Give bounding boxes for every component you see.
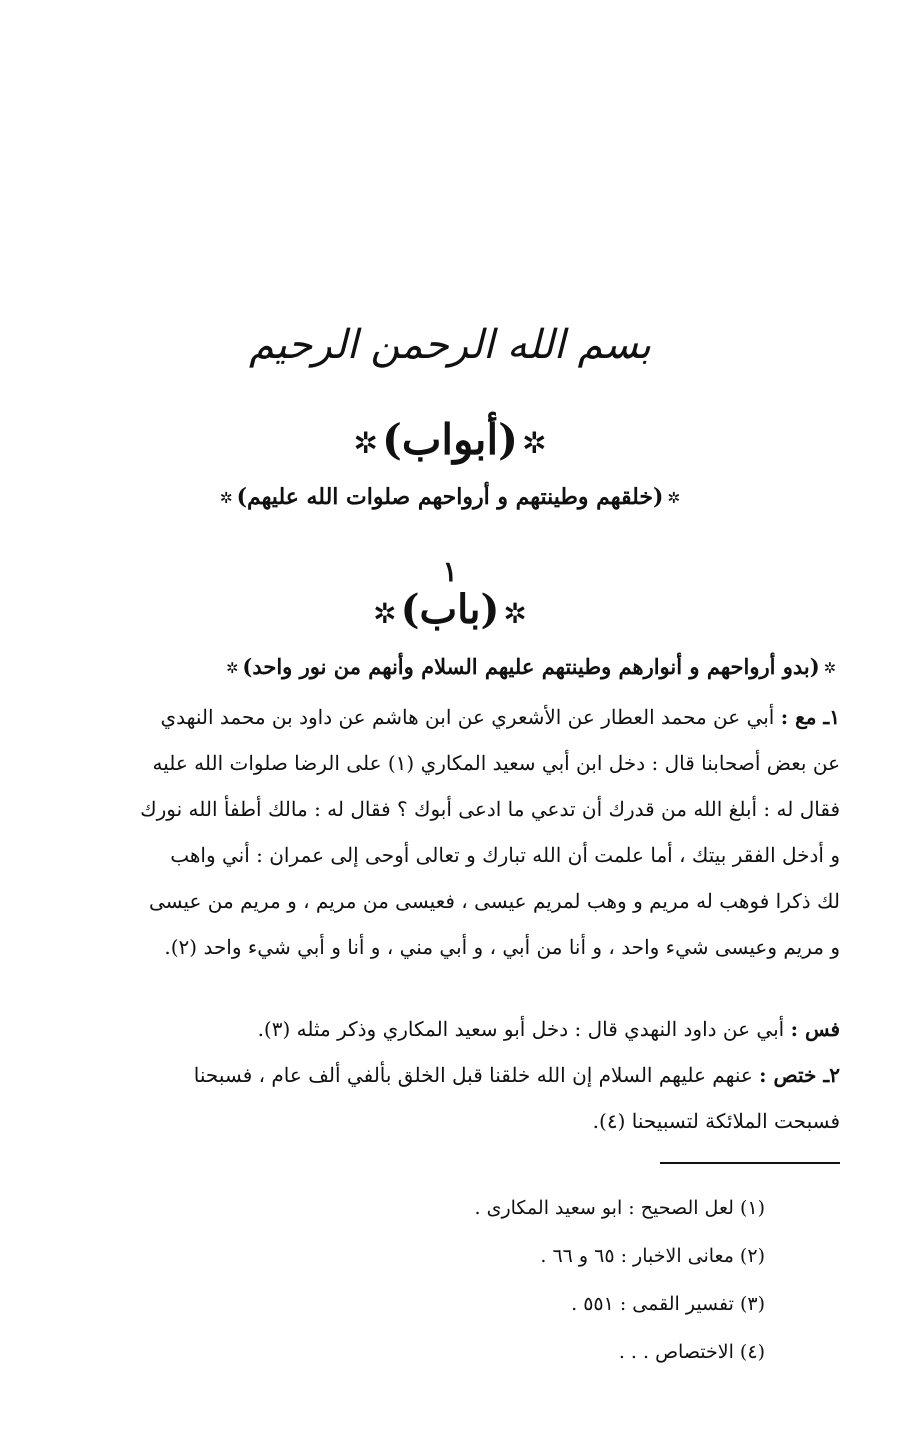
chapter-title [0,586,900,633]
chapter-subtitle-text: (بدو أرواحهم و أنوارهم وطينتهم عليهم السلام وأنهم من نور واحد) [242,654,820,679]
hadith-label: فس : [790,1017,840,1041]
section-title-text: (أبواب) [381,415,518,464]
section-title [0,415,900,464]
hadith-label: ١ـ مع : [780,705,840,729]
chapter-subtitle [60,654,840,679]
footnotes [105,1184,765,1376]
hadith-paragraph-2 [50,1006,840,1052]
star-ornament-icon: ✲ [522,426,547,460]
chapter-number: ١ [442,555,458,588]
hadith-line-text: أبي عن محمد العطار عن الأشعري عن ابن هاشم عن داود بن محمد النهدي [160,705,775,729]
section-subtitle-text: (خلقهم وطينتهم و أرواحهم صلوات الله عليهم) [236,484,664,510]
footnote-item: (٣) تفسير القمى : ٥٥١ . [571,1293,765,1315]
hadith-line: فسبحت الملائكة لتسبيحنا (٤). [592,1109,840,1133]
footnote-item: (١) لعل الصحيح : ابو سعيد المكارى . [474,1197,765,1219]
hadith-line-text: عنهم عليهم السلام إن الله خلقنا قبل الخلق بألفي ألف عام ، فسبحنا [193,1063,753,1087]
basmala-heading: بسم الله الرحمن الرحيم [248,322,652,368]
hadith-label: ٢ـ ختص : [759,1063,840,1087]
hadith-line: عن بعض أصحابنا قال : دخل ابن أبي سعيد المكاري (١) على الرضا صلوات الله عليه [152,751,840,775]
hadith-paragraph-3 [50,1052,840,1144]
star-ornament-icon: ✲ [219,489,233,507]
hadith-line [50,694,840,740]
hadith-line: لك ذكرا فوهب له مريم و وهب لمريم عيسى ، فعيسى من مريم ، و مريم من عيسى [148,889,840,913]
hadith-line [50,1052,840,1098]
hadith-line: و مريم وعيسى شيء واحد ، و أنا من أبي ، و أبي مني ، و أنا و أبي شيء واحد (٢). [164,935,840,959]
star-ornament-icon: ✲ [667,489,681,507]
hadith-line-text: أبي عن داود النهدي قال : دخل أبو سعيد المكاري وذكر مثله (٣). [257,1017,785,1041]
hadith-line: فقال له : أبلغ الله من قدرك أن تدعي ما ادعى أبوك ؟ فقال له : مالك أطفأ الله نورك [140,797,840,821]
footnote-item: (٢) معانى الاخبار : ٦٥ و ٦٦ . [540,1245,765,1267]
hadith-line: و أدخل الفقر بيتك ، أما علمت أن الله تبارك و تعالى أوحى إلى عمران : أني واهب [170,843,840,867]
star-ornament-icon: ✲ [226,660,239,677]
footnote-divider [660,1162,840,1164]
hadith-paragraph-1 [50,694,840,970]
star-ornament-icon: ✲ [373,596,397,630]
star-ornament-icon: ✲ [503,596,527,630]
section-subtitle [0,484,900,510]
footnote-item: (٤) الاختصاص . . . [618,1341,765,1363]
hadith-line [50,1006,840,1052]
star-ornament-icon: ✲ [823,660,836,677]
chapter-title-text: (باب) [400,586,500,633]
star-ornament-icon: ✲ [353,426,378,460]
